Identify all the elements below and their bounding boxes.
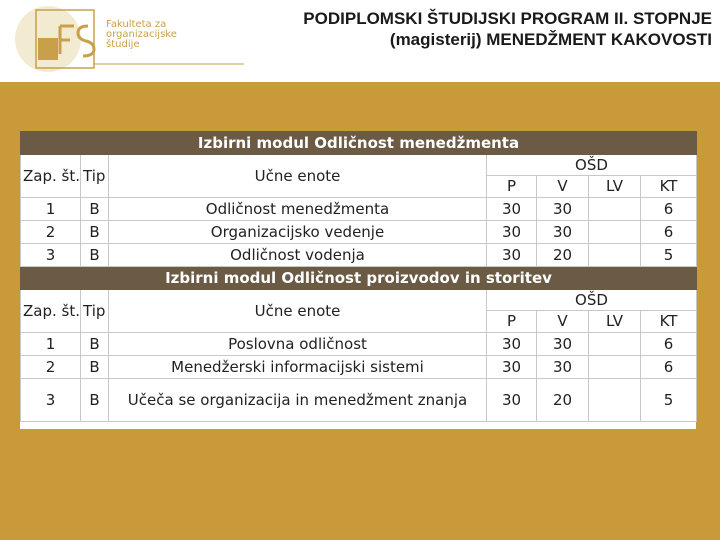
cell-v: 20 [537, 244, 589, 267]
cell-unit: Odličnost vodenja [109, 244, 487, 267]
cell-unit: Odličnost menedžmenta [109, 198, 487, 221]
header-unit: Učne enote [109, 290, 487, 333]
module-title: Izbirni modul Odličnost proizvodov in storitev [21, 267, 697, 290]
table-row [21, 356, 697, 379]
cell-type: B [81, 221, 109, 244]
table-row [21, 198, 697, 221]
cell-lv [589, 356, 641, 379]
cell-p: 30 [487, 244, 537, 267]
fos-logo [14, 4, 244, 74]
cell-kt: 6 [641, 198, 697, 221]
logo-text [106, 20, 177, 50]
header-row [21, 290, 697, 311]
header-osd: OŠD [487, 155, 697, 176]
cell-type: B [81, 244, 109, 267]
cell-p: 30 [487, 356, 537, 379]
cell-lv [589, 198, 641, 221]
cell-type: B [81, 198, 109, 221]
cell-kt: 6 [641, 221, 697, 244]
cell-unit: Poslovna odličnost [109, 333, 487, 356]
table-row [21, 379, 697, 422]
header-p: P [487, 311, 537, 333]
cell-kt: 6 [641, 356, 697, 379]
cell-p: 30 [487, 198, 537, 221]
cell-unit: Organizacijsko vedenje [109, 221, 487, 244]
cell-v: 30 [537, 333, 589, 356]
header-v: V [537, 311, 589, 333]
cell-num: 2 [21, 221, 81, 244]
cell-unit: Menedžerski informacijski sistemi [109, 356, 487, 379]
header-lv: LV [589, 311, 641, 333]
header-num: Zap. št. [21, 155, 81, 198]
cell-kt: 6 [641, 333, 697, 356]
header-p: P [487, 176, 537, 198]
cell-p: 30 [487, 379, 537, 422]
header-lv: LV [589, 176, 641, 198]
cell-p: 30 [487, 221, 537, 244]
header-v: V [537, 176, 589, 198]
page-title: PODIPLOMSKI ŠTUDIJSKI PROGRAM II. STOPNJE (magisterij) MENEDŽMENT KAKOVOSTI [303, 9, 712, 49]
modules-table-panel [20, 131, 696, 429]
header-row [21, 155, 697, 176]
header-kt: KT [641, 311, 697, 333]
table-row [21, 244, 697, 267]
module-title: Izbirni modul Odličnost menedžmenta [21, 132, 697, 155]
logo-line-1: Fakulteta za [106, 19, 167, 30]
header-unit: Učne enote [109, 155, 487, 198]
cell-num: 2 [21, 356, 81, 379]
header-kt: KT [641, 176, 697, 198]
cell-num: 3 [21, 244, 81, 267]
table-row [21, 333, 697, 356]
cell-lv [589, 244, 641, 267]
cell-unit: Učeča se organizacija in menedžment znanja [109, 379, 487, 422]
cell-kt: 5 [641, 379, 697, 422]
slide-header [0, 0, 720, 82]
cell-v: 30 [537, 356, 589, 379]
logo-line-3: študije [106, 39, 140, 50]
cell-lv [589, 333, 641, 356]
header-num: Zap. št. [21, 290, 81, 333]
module-title-row [21, 132, 697, 155]
cell-v: 30 [537, 198, 589, 221]
table-row [21, 221, 697, 244]
cell-num: 1 [21, 198, 81, 221]
cell-type: B [81, 356, 109, 379]
header-type: Tip [81, 155, 109, 198]
cell-lv [589, 221, 641, 244]
cell-lv [589, 379, 641, 422]
modules-table [20, 131, 697, 422]
cell-p: 30 [487, 333, 537, 356]
cell-v: 30 [537, 221, 589, 244]
header-osd: OŠD [487, 290, 697, 311]
cell-num: 1 [21, 333, 81, 356]
cell-type: B [81, 379, 109, 422]
cell-kt: 5 [641, 244, 697, 267]
cell-type: B [81, 333, 109, 356]
cell-v: 20 [537, 379, 589, 422]
cell-num: 3 [21, 379, 81, 422]
logo-line-2: organizacijske [106, 29, 177, 40]
module-title-row [21, 267, 697, 290]
header-type: Tip [81, 290, 109, 333]
